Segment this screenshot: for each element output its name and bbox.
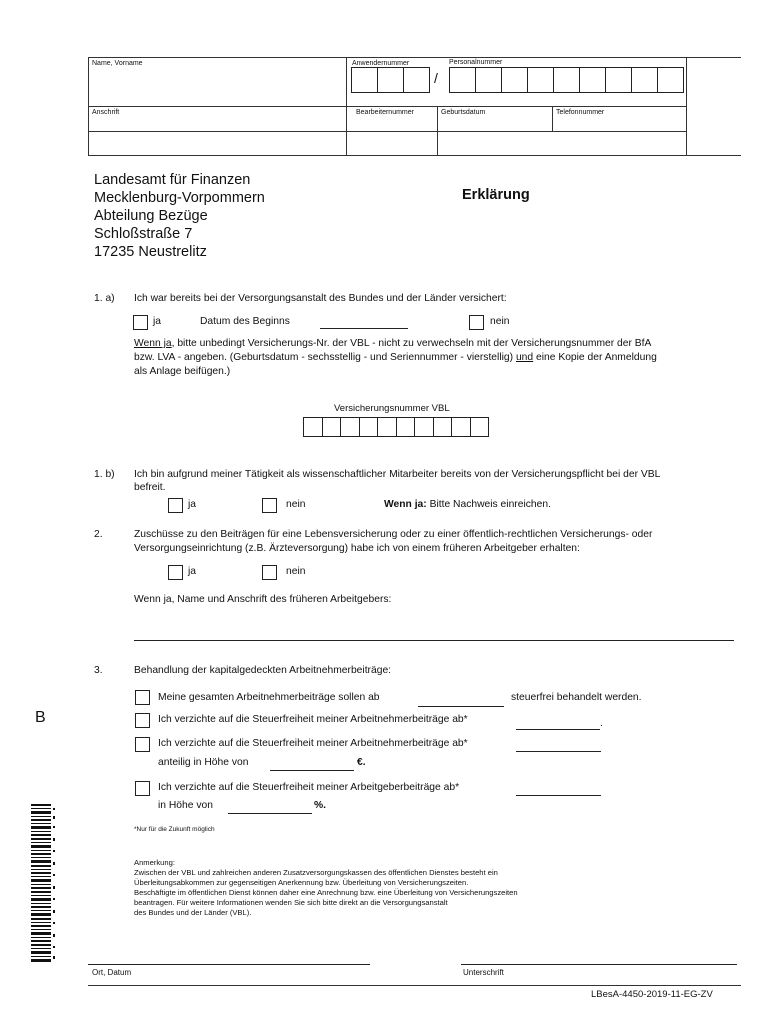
- s3-option4-amount-label: in Höhe von: [158, 800, 213, 811]
- s3-option1-checkbox[interactable]: [135, 690, 150, 705]
- barcode-icon: [31, 804, 57, 962]
- form-code: LBesA-4450-2019-11-EG-ZV: [591, 989, 713, 1000]
- s2-nein-label: nein: [286, 566, 306, 577]
- s1a-note-line3: als Anlage beifügen.): [134, 366, 231, 377]
- personal-number-boxes[interactable]: [449, 67, 684, 93]
- s3-option3-amount-label: anteilig in Höhe von: [158, 757, 249, 768]
- s1a-note-underlined: Wenn ja: [134, 338, 172, 349]
- s1b-nein-checkbox[interactable]: [262, 498, 277, 513]
- telefon-label: Telefonnummer: [556, 109, 605, 116]
- s2-ja-label: ja: [188, 566, 197, 577]
- side-letter: B: [35, 709, 46, 726]
- s1a-note-rest: , bitte unbedingt Versicherungs-Nr. der VBL - nicht zu verwechseln mit der Versicherungsnummer der BfA: [171, 338, 652, 349]
- s3-option4-percent-field[interactable]: [228, 813, 312, 814]
- note-block: [134, 858, 518, 918]
- page-title: Erklärung: [462, 187, 530, 203]
- ort-datum-label: Ort, Datum: [92, 968, 132, 977]
- s3-option4-text: Ich verzichte auf die Steuerfreiheit meiner Arbeitgeberbeiträge ab*: [158, 782, 460, 793]
- section-2-text: Zuschüsse zu den Beiträgen für eine Lebensversicherung oder zu einer öffentlich-rechtlichen Versicherungs- oder: [134, 529, 653, 540]
- percent-sign: %.: [314, 800, 327, 811]
- s1a-nein-label: nein: [490, 316, 510, 327]
- s1a-note-line1: [134, 338, 734, 349]
- s3-option2-date-field[interactable]: [516, 729, 600, 730]
- name-label: Name, Vorname: [92, 60, 143, 67]
- vbl-number-label: Versicherungsnummer VBL: [334, 403, 450, 414]
- s3-option4-date-field[interactable]: [516, 795, 601, 796]
- note-line: Beschäftigte im öffentlichen Dienst können daher eine Anrechnung bzw. eine Überleitung von Versicherungszeiten: [134, 888, 518, 897]
- note-line: des Bundes und der Länder (VBL).: [134, 908, 252, 917]
- recipient-address: [94, 171, 265, 261]
- section-2-number: 2.: [94, 529, 103, 540]
- s1a-ja-checkbox[interactable]: [133, 315, 148, 330]
- section-1a-text: Ich war bereits bei der Versorgungsanstalt des Bundes und der Länder versichert:: [134, 293, 507, 304]
- section-2-text-2: Versorgungseinrichtung (z.B. Ärzteversorgung) habe ich von einem früheren Arbeitgeber erhalten:: [134, 543, 580, 554]
- s2-ja-checkbox[interactable]: [168, 565, 183, 580]
- s1b-instruction-text: Bitte Nachweis einreichen.: [429, 499, 551, 510]
- s3-option2-checkbox[interactable]: [135, 713, 150, 728]
- s3-option2-period: .: [600, 718, 603, 729]
- s2-nein-checkbox[interactable]: [262, 565, 277, 580]
- ort-datum-field[interactable]: [88, 964, 370, 965]
- s1a-nein-checkbox[interactable]: [469, 315, 484, 330]
- s3-option1-text: Meine gesamten Arbeitnehmerbeiträge sollen ab: [158, 692, 380, 703]
- s1a-ja-label: ja: [153, 316, 162, 327]
- section-3-number: 3.: [94, 665, 103, 676]
- bearbeiter-label: Bearbeiternummer: [356, 109, 414, 116]
- note-line: Überleitungsabkommen zur gegenseitigen Anerkennung bzw. Überleitung von Versicherungszeiten.: [134, 878, 469, 887]
- section-1b-number: 1. b): [94, 469, 115, 480]
- anwender-number-boxes[interactable]: [351, 67, 430, 93]
- s1b-nein-label: nein: [286, 499, 306, 510]
- euro-sign: €.: [357, 757, 366, 768]
- personal-label: Personalnummer: [449, 59, 503, 66]
- s1a-datum-field[interactable]: [320, 328, 408, 329]
- s3-option3-amount-field[interactable]: [270, 770, 354, 771]
- s3-option1-text-end: steuerfrei behandelt werden.: [511, 692, 642, 703]
- section-3-text: Behandlung der kapitalgedeckten Arbeitnehmerbeiträge:: [134, 665, 392, 676]
- s3-option3-checkbox[interactable]: [135, 737, 150, 752]
- anwender-label: Anwendernummer: [352, 60, 410, 67]
- s1a-note-line2: [134, 352, 657, 363]
- s1b-instruction: [384, 499, 551, 510]
- s3-option1-date-field[interactable]: [418, 706, 504, 707]
- address-line: Landesamt für Finanzen: [94, 172, 251, 188]
- address-line: Schloßstraße 7: [94, 226, 193, 242]
- note-line: Zwischen der VBL und zahlreichen anderen Zusatzversorgungskassen des öffentlichen Dienstes besteht ein: [134, 868, 498, 877]
- s3-option3-date-field[interactable]: [516, 751, 601, 752]
- section-1b-text: Ich bin aufgrund meiner Tätigkeit als wissenschaftlicher Mitarbeiter bereits von der Versicherungspflicht bei der VBL: [134, 469, 661, 480]
- section-1a-number: 1. a): [94, 293, 115, 304]
- section-1b-text-2: befreit.: [134, 482, 166, 493]
- s1b-ja-label: ja: [188, 499, 197, 510]
- signature-label: Unterschrift: [463, 968, 504, 977]
- note-line: beantragen. Für weitere Informationen wenden Sie sich bitte direkt an die Versorgungsanstalt: [134, 898, 448, 907]
- s1a-datum-label: Datum des Beginns: [200, 316, 290, 327]
- s3-option3-text: Ich verzichte auf die Steuerfreiheit meiner Arbeitnehmerbeiträge ab*: [158, 738, 468, 749]
- address-line: 17235 Neustrelitz: [94, 244, 207, 260]
- note-title: Anmerkung:: [134, 858, 175, 867]
- s1b-ja-checkbox[interactable]: [168, 498, 183, 513]
- s1a-note-part: bzw. LVA - angeben. (Geburtsdatum - sechsstellig - und Seriennummer - vierstellig): [134, 352, 514, 363]
- number-separator: /: [434, 70, 438, 86]
- s1b-instruction-bold: Wenn ja:: [384, 499, 427, 510]
- signature-field[interactable]: [461, 964, 737, 965]
- s2-employer-field[interactable]: [134, 640, 734, 641]
- s1a-note-part: eine Kopie der Anmeldung: [536, 352, 657, 363]
- address-line: Abteilung Bezüge: [94, 208, 208, 224]
- s3-option4-checkbox[interactable]: [135, 781, 150, 796]
- vbl-number-boxes[interactable]: [303, 417, 489, 437]
- address-line: Mecklenburg-Vorpommern: [94, 190, 265, 206]
- s1a-note-und: und: [515, 352, 534, 363]
- s2-employer-label: Wenn ja, Name und Anschrift des früheren Arbeitgebers:: [134, 594, 392, 605]
- anschrift-label: Anschrift: [92, 109, 120, 116]
- geburtsdatum-label: Geburtsdatum: [441, 109, 486, 116]
- s3-option2-text: Ich verzichte auf die Steuerfreiheit meiner Arbeitnehmerbeiträge ab*: [158, 714, 468, 725]
- s3-footnote: *Nur für die Zukunft möglich: [134, 826, 215, 833]
